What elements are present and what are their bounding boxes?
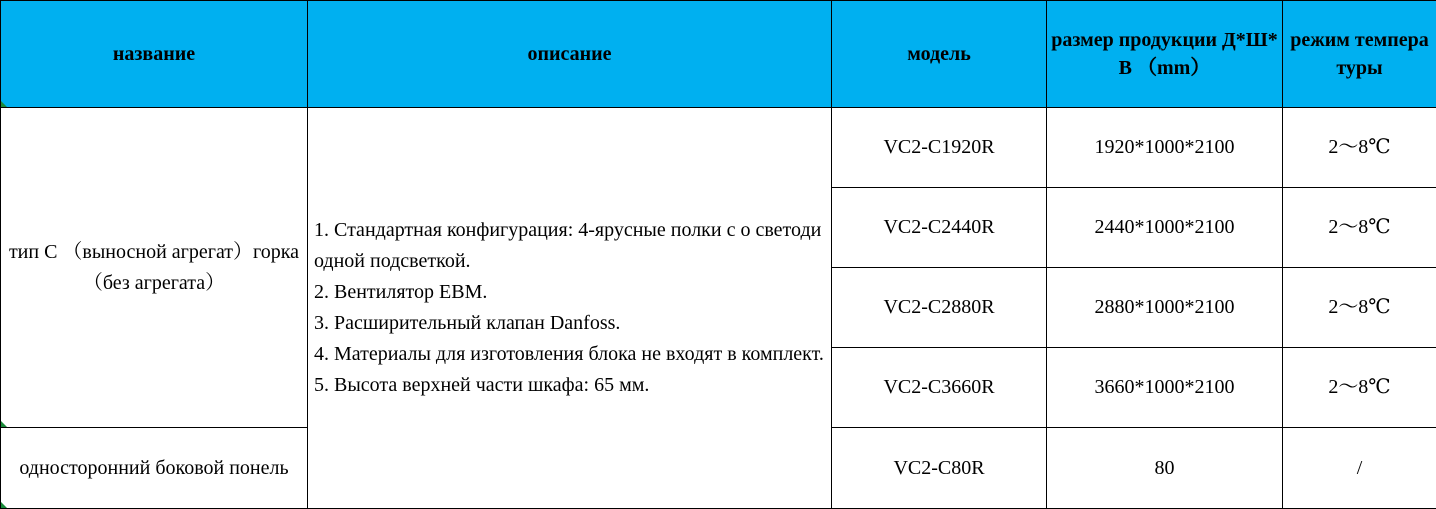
header-row	[1, 1, 1436, 108]
temperature-cell: /	[1283, 428, 1436, 509]
model-cell: VC2-C2880R	[832, 268, 1047, 348]
header-name: название	[1, 1, 308, 108]
panel-name-cell: односторонний боковой понель	[1, 428, 308, 509]
description-line: 5. Высота верхней части шкафа: 65 мм.	[314, 374, 650, 396]
header-temperature: режим температуры	[1283, 1, 1436, 108]
group-name-cell: тип C （выносной агрегат）горка（без агрегата）	[1, 108, 308, 428]
description-line: 4. Материалы для изготовления блока не входят в комплект.	[314, 343, 824, 365]
size-cell: 2880*1000*2100	[1047, 268, 1283, 348]
description-line: 2. Вентилятор EBM.	[314, 281, 488, 303]
model-cell: VC2-C2440R	[832, 188, 1047, 268]
size-cell: 2440*1000*2100	[1047, 188, 1283, 268]
model-cell: VC2-C1920R	[832, 108, 1047, 188]
model-cell: VC2-C3660R	[832, 348, 1047, 428]
size-cell: 1920*1000*2100	[1047, 108, 1283, 188]
size-cell: 80	[1047, 428, 1283, 509]
description-line: 3. Расширительный клапан Danfoss.	[314, 312, 621, 334]
model-cell: VC2-C80R	[832, 428, 1047, 509]
header-model: модель	[832, 1, 1047, 108]
description-cell	[308, 108, 832, 509]
description-line: 1. Стандартная конфигурация: 4-ярусные полки с о светодиодной подсветкой.	[314, 219, 822, 272]
temperature-cell: 2～8℃	[1283, 188, 1436, 268]
table-row	[1, 108, 1436, 188]
header-size: размер продукции Д*Ш*В （mm）	[1047, 1, 1283, 108]
temperature-cell: 2～8℃	[1283, 108, 1436, 188]
header-description: описание	[308, 1, 832, 108]
temperature-cell: 2～8℃	[1283, 268, 1436, 348]
temperature-cell: 2～8℃	[1283, 348, 1436, 428]
size-cell: 3660*1000*2100	[1047, 348, 1283, 428]
